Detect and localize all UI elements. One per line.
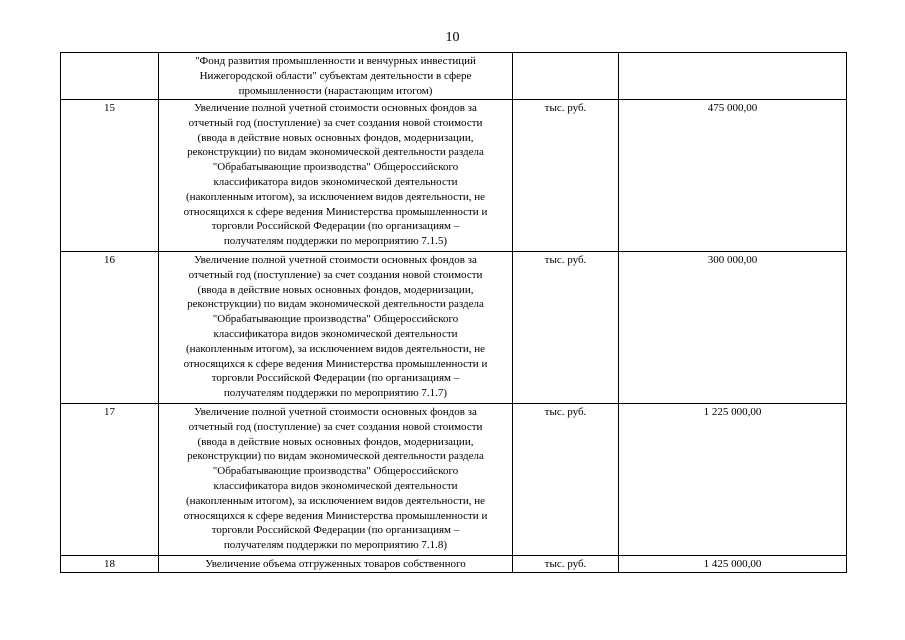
indicator-name (159, 252, 513, 404)
row-number: 18 (61, 556, 159, 573)
value-cell: 1 225 000,00 (619, 404, 847, 556)
indicator-name-text: Увеличение полной учетной стоимости основных фондов за отчетный год (поступление) за счет создания новой стоимости (ввода в действие новых основных фондов, модернизации, реконструкции) по видам экономической деятельности раздела "Обрабатывающие производства" Общероссийского классификатора видов экономической деятельности (накопленным итогом), за исключением видов деятельности, не относящихся к сфере ведения Министерства промышленности и торговли Российской Федерации (по организациям – получателям поддержки по мероприятию 7.1.8) (183, 406, 488, 552)
row-number: 16 (61, 252, 159, 404)
unit-cell: тыс. руб. (513, 556, 619, 573)
page-number: 10 (445, 30, 460, 45)
table-row (61, 556, 847, 573)
indicator-name-text: "Фонд развития промышленности и венчурных инвестиций Нижегородской области" субъектам деятельности в сфере промышленности (нарастающим итогом) (195, 55, 476, 97)
indicator-name (159, 404, 513, 556)
table-row (61, 100, 847, 252)
indicator-name-text: Увеличение полной учетной стоимости основных фондов за отчетный год (поступление) за счет создания новой стоимости (ввода в действие новых основных фондов, модернизации, реконструкции) по видам экономической деятельности раздела "Обрабатывающие производства" Общероссийского классификатора видов экономической деятельности (накопленным итогом), за исключением видов деятельности, не относящихся к сфере ведения Министерства промышленности и торговли Российской Федерации (по организациям – получателям поддержки по мероприятию 7.1.7) (183, 254, 488, 400)
unit-cell (513, 53, 619, 100)
value-cell: 300 000,00 (619, 252, 847, 404)
value-cell (619, 53, 847, 100)
indicator-name-text: Увеличение объема отгруженных товаров собственного (205, 558, 466, 570)
indicator-name-text: Увеличение полной учетной стоимости основных фондов за отчетный год (поступление) за счет создания новой стоимости (ввода в действие новых основных фондов, модернизации, реконструкции) по видам экономической деятельности раздела "Обрабатывающие производства" Общероссийского классификатора видов экономической деятельности (накопленным итогом), за исключением видов деятельности, не относящихся к сфере ведения Министерства промышленности и торговли Российской Федерации (по организациям – получателям поддержки по мероприятию 7.1.5) (183, 102, 488, 248)
table-row (61, 252, 847, 404)
indicator-name (159, 100, 513, 252)
row-number: 17 (61, 404, 159, 556)
indicator-name (159, 556, 513, 573)
row-number: 15 (61, 100, 159, 252)
unit-cell: тыс. руб. (513, 404, 619, 556)
indicators-table (60, 52, 847, 573)
unit-cell: тыс. руб. (513, 252, 619, 404)
table-row (61, 53, 847, 100)
table-row (61, 404, 847, 556)
row-number (61, 53, 159, 100)
value-cell: 475 000,00 (619, 100, 847, 252)
value-cell: 1 425 000,00 (619, 556, 847, 573)
unit-cell: тыс. руб. (513, 100, 619, 252)
indicator-name (159, 53, 513, 100)
